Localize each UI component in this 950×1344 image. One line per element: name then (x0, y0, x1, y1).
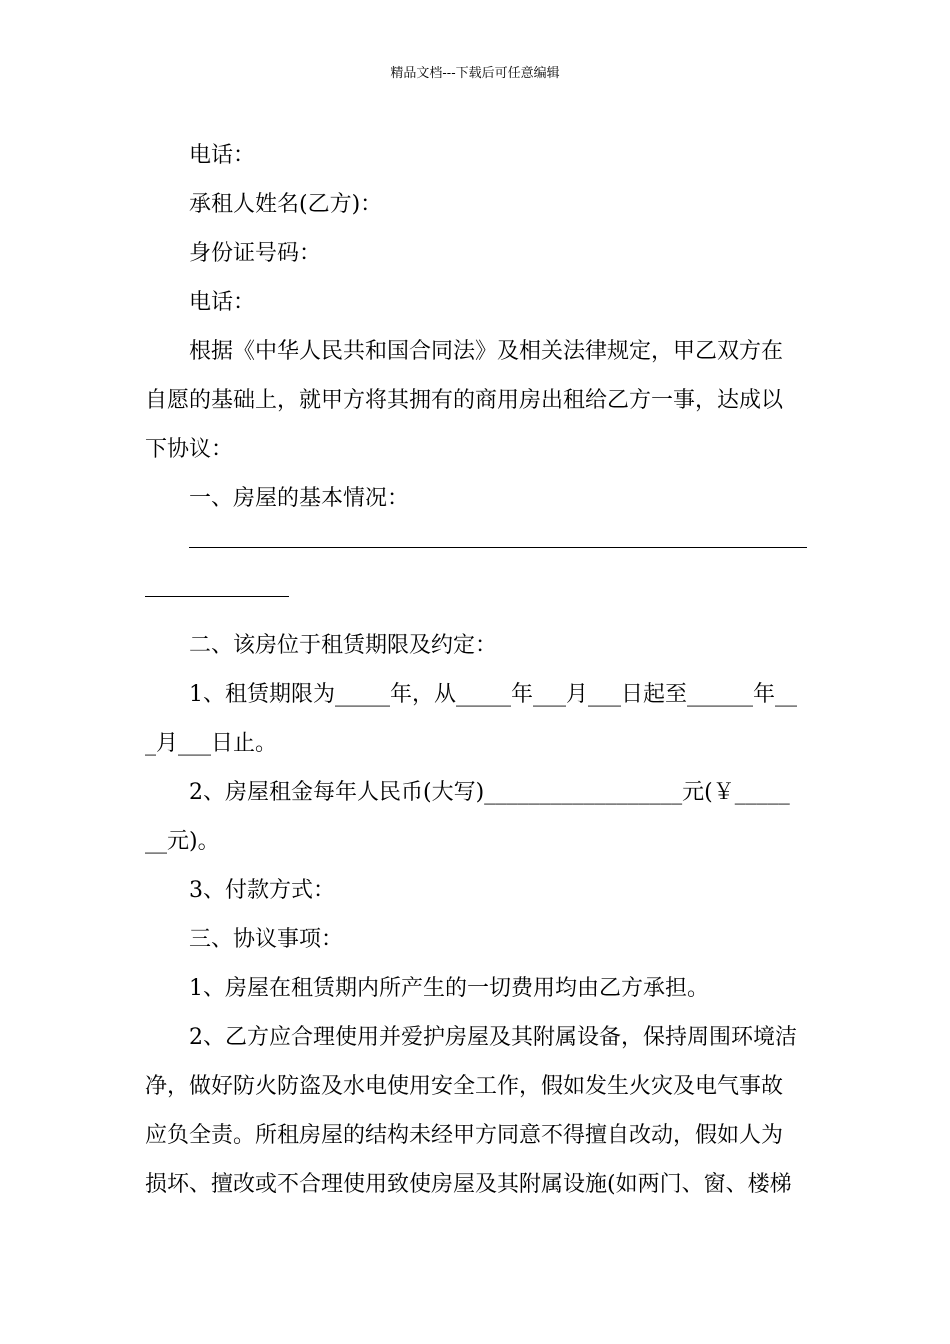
blank-line-row-2 (145, 572, 807, 621)
section-1-heading: 一、房屋的基本情况： (189, 486, 410, 511)
fill-in-rule-long (189, 547, 807, 548)
preamble-line-1: 根据《中华人民共和国合同法》及相关法律规定，甲乙双方在 (189, 339, 784, 364)
blank-line-row-1 (145, 523, 807, 572)
document-body (145, 131, 807, 1209)
clause-2-line-4: 损坏、擅改或不合理使用致使房屋及其附属设施(如两门、窗、楼梯 (145, 1172, 792, 1197)
lessee-phone-line: 电话： (189, 290, 256, 315)
payment-method-line: 3、付款方式： (189, 878, 335, 903)
lessee-name-line: 承租人姓名(乙方)： (189, 192, 383, 217)
clause-2-line-3: 应负全责。所租房屋的结构未经甲方同意不得擅自改动，假如人为 (145, 1123, 784, 1148)
rent-line-2: __元)。 (145, 829, 220, 854)
preamble-line-2: 自愿的基础上，就甲方将其拥有的商用房出租给乙方一事，达成以 (145, 388, 784, 413)
clause-1-line: 1、房屋在租赁期内所产生的一切费用均由乙方承担。 (189, 976, 709, 1001)
lease-term-line-1: 1、租赁期限为_____年，从_____年___月___日起至______年__ (189, 682, 797, 707)
fill-in-rule-short (145, 596, 289, 597)
lessor-phone-line: 电话： (189, 143, 256, 168)
clause-2-line-1: 2、乙方应合理使用并爱护房屋及其附属设备，保持周围环境洁 (189, 1025, 797, 1050)
lease-term-line-2: _月___日止。 (145, 731, 278, 756)
rent-line-1: 2、房屋租金每年人民币(大写)__________________元(￥_____ (189, 780, 790, 805)
section-2-heading: 二、该房位于租赁期限及约定： (189, 633, 498, 658)
page-header: 精品文档---下载后可任意编辑 (390, 66, 560, 81)
section-3-heading: 三、协议事项： (189, 927, 344, 952)
clause-2-line-2: 净，做好防火防盗及水电使用安全工作，假如发生火灾及电气事故 (145, 1074, 784, 1099)
preamble-line-3: 下协议： (145, 437, 234, 462)
lessee-id-line: 身份证号码： (189, 241, 322, 266)
